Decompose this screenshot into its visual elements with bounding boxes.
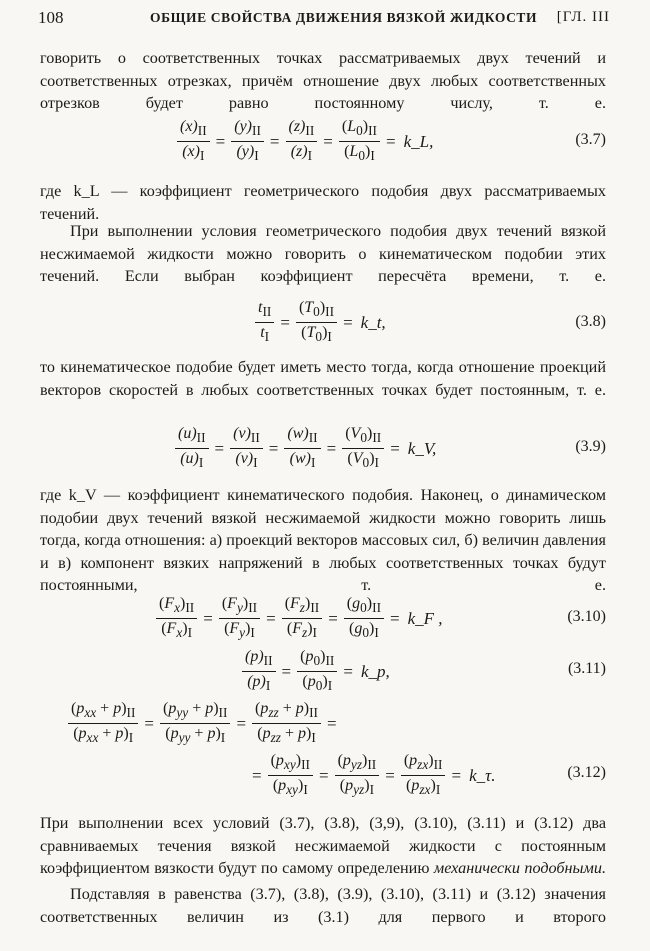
page-header xyxy=(38,8,610,32)
page-number: 108 xyxy=(38,8,64,27)
equation-3-7: $\frac{(x)_{II}}{(x)_I}$ = $\frac{(y)_{II}}{(y)_I}$ = $\frac{(z)_{II}}{(z)_I}$ = $\frac{(L_0)_{II}}{(L_0)_I}$ = k_L, xyxy=(175,118,437,165)
eq-3-9-result: k_V, xyxy=(407,438,437,458)
paragraph-1: говорить о соответственных точках рассматриваемых двух течений и соответственных отрезках, причём отношение двух любых соответственных отрезков будет равно постоянному числу, т. е. xyxy=(40,49,606,112)
paragraph-5: где k_V — коэффициент кинематического подобия. Наконец, о динамическом подобии двух течений вязкой несжимаемой жидкости можно говорить лишь тогда, когда отношения: а) проекций векторов массовых сил, б) величин давления и в) компонент вязких напряжений в любых соответственных точках будут постоянными, т. е. xyxy=(40,486,606,594)
equation-3-9: $\frac{(u)_{II}}{(u)_I}$ = $\frac{(v)_{II}}{(v)_I}$ = $\frac{(w)_{II}}{(w)_I}$ = $\frac{(V_0)_{II}}{(V_0)_I}$ = k_V, xyxy=(173,425,440,472)
paragraph-3: При выполнении условия геометрического подобия двух течений вязкой несжимаемой жидкости можно говорить о кинематическом подобии этих течений. Если выбран коэффициент пересчёта времени, т. е. xyxy=(40,222,606,285)
equation-3-10: $\frac{(F_x)_{II}}{(F_x)_I}$ = $\frac{(F_y)_{II}}{(F_y)_I}$ = $\frac{(F_z)_{II}}{(F_z)_I}$ = $\frac{(g_0)_{II}}{(g_0)_I}$ = k_F , xyxy=(154,595,447,642)
chapter-label: [ГЛ. III xyxy=(556,9,610,25)
eq-3-8-result: k_t, xyxy=(360,312,386,332)
equation-3-12-line-2: = $\frac{(p_{xy})_{II}}{(p_{xy})_I}$ = $\frac{(p_{yz})_{II}}{(p_{yz})_I}$ = $\frac{(p_{zx})_{II}}{(p_{zx})_I}$ = k_τ. xyxy=(252,752,496,798)
eq-number-3-9: (3.9) xyxy=(575,438,606,455)
paragraph-4: то кинематическое подобие будет иметь место тогда, когда отношение проекций векторов скоростей в любых соответственных точках будет постоянным, т. е. xyxy=(40,358,606,399)
eq-number-3-7: (3.7) xyxy=(575,131,606,148)
eq-number-3-8: (3.8) xyxy=(575,313,606,330)
eq-number-3-11: (3.11) xyxy=(567,660,606,677)
equation-3-8: $\frac{t_{II}}{t_I}$ = $\frac{(T_0)_{II}}{(T_0)_I}$ = k_t, xyxy=(253,299,390,346)
eq-3-10-result: k_F , xyxy=(407,608,443,628)
running-title: ОБЩИЕ СВОЙСТВА ДВИЖЕНИЯ ВЯЗКОЙ ЖИДКОСТИ xyxy=(150,10,538,25)
paragraph-6-text: При выполнении всех условий (3.7), (3.8), (3,9), (3.10), (3.11) и (3.12) два сравниваемых течения вязкой несжимаемой жидкости с постоянным коэффициентом вязкости будут по самому определению xyxy=(40,814,606,877)
eq-number-3-12: (3.12) xyxy=(567,764,606,781)
mechanically-similar-term: механически подобными. xyxy=(433,859,606,877)
paragraph-6 xyxy=(40,812,606,880)
eq-3-11-result: k_p, xyxy=(360,661,390,681)
eq-number-3-10: (3.10) xyxy=(567,608,606,625)
equation-3-11: $\frac{(p)_{II}}{(p)_I}$ = $\frac{(p_0)_{II}}{(p_0)_I}$ = k_p, xyxy=(240,648,394,695)
eq-3-12-result: k_τ. xyxy=(469,765,496,785)
paragraph-2: где k_L — коэффициент геометрического подобия двух рассматриваемых течений. xyxy=(40,182,606,223)
equation-3-12-line-1: $\frac{(p_{xx} + p)_{II}}{(p_{xx} + p)_I}$ = $\frac{(p_{yy} + p)_{II}}{(p_{yy} + p)_I}$ = $\frac{(p_{zz} + p)_{II}}{(p_{zz} + p)_I}$ = xyxy=(66,700,341,747)
eq-3-7-result: k_L, xyxy=(403,131,434,151)
paragraph-7: Подставляя в равенства (3.7), (3.8), (3.9), (3.10), (3.11) и (3.12) значения соответственных величин из (3.1) для первого и второго xyxy=(40,885,606,926)
